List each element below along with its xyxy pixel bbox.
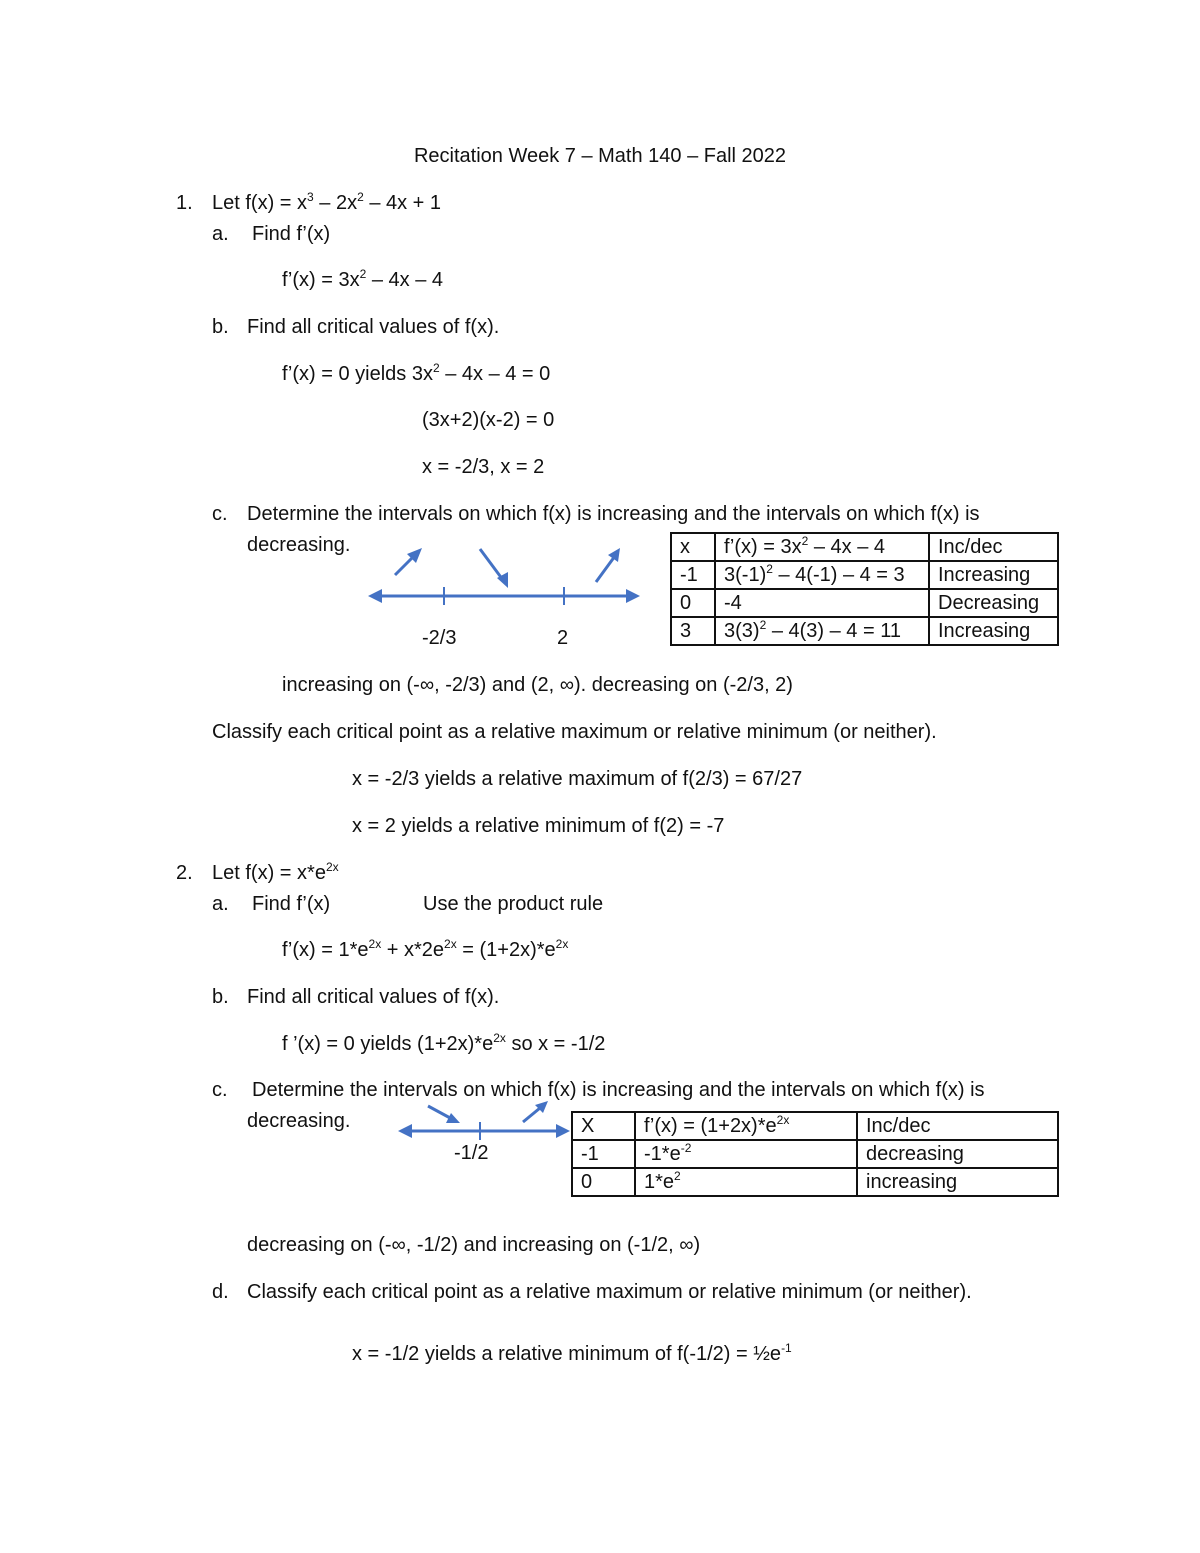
sign-chart-1 bbox=[360, 538, 650, 618]
header-incdec: Inc/dec bbox=[929, 533, 1058, 561]
part-1c-question: Determine the intervals on which f(x) is increasing and the intervals on which f(x) is bbox=[247, 503, 980, 525]
problem-1-function: Let $f(x) = x^3 - 2x^2 - 4x + 1$ bbox=[212, 190, 442, 214]
right-arrowhead-icon bbox=[626, 589, 640, 603]
sign-chart-2 bbox=[390, 1096, 580, 1142]
problem-2-function: Let $f(x) = x*e^{2x}$ bbox=[212, 860, 339, 884]
increasing-arrow-icon bbox=[523, 1101, 548, 1122]
increasing-arrow-icon bbox=[395, 548, 422, 575]
tick-label: -1/2 bbox=[454, 1142, 489, 1164]
part-1c-summary: increasing on (-∞, -2/3) and (2, ∞). decreasing on (-2/3, 2) bbox=[282, 674, 793, 696]
tick-label: 2 bbox=[557, 627, 569, 649]
cell-status: decreasing bbox=[857, 1140, 1058, 1168]
part-1b-factored: (3x+2)(x-2) = 0 bbox=[422, 409, 555, 431]
table-row bbox=[572, 1168, 1058, 1196]
cell-status: Decreasing bbox=[929, 589, 1058, 617]
sign-table-2 bbox=[571, 1111, 1059, 1197]
sign-table-1 bbox=[670, 532, 1059, 646]
part-1b-label: b. bbox=[212, 316, 229, 338]
header-derivative: f’(x) = $3x^2 - 4x - 4$ bbox=[715, 533, 929, 561]
cell-x: 3 bbox=[671, 617, 715, 645]
cell-status: Increasing bbox=[929, 617, 1058, 645]
part-2c-summary: decreasing on (-∞, -1/2) and increasing on (-1/2, ∞) bbox=[247, 1234, 701, 1256]
table-header-row bbox=[671, 533, 1058, 561]
header-incdec: Inc/dec bbox=[857, 1112, 1058, 1140]
page-title: Recitation Week 7 – Math 140 – Fall 2022 bbox=[413, 145, 787, 167]
part-2d-answer: x = -1/2 yields a relative minimum of $f(-1/2) = \frac{1}{2}e^{-1}$ bbox=[352, 1341, 792, 1365]
table-row bbox=[572, 1140, 1058, 1168]
part-2d-label: d. bbox=[212, 1281, 229, 1303]
part-1c-label: c. bbox=[212, 503, 228, 525]
part-2a-question: Find f’(x) bbox=[252, 893, 331, 915]
relative-min-answer: x = 2 yields a relative minimum of f(2) = -7 bbox=[352, 815, 725, 837]
cell-x: -1 bbox=[671, 561, 715, 589]
part-2d-question: Classify each critical point as a relative maximum or relative minimum (or neither). bbox=[247, 1281, 972, 1303]
part-2b-question: Find all critical values of f(x). bbox=[247, 986, 500, 1008]
part-2c-label: c. bbox=[212, 1079, 228, 1101]
cell-status: increasing bbox=[857, 1168, 1058, 1196]
decreasing-arrow-icon bbox=[480, 549, 508, 588]
part-2b-label: b. bbox=[212, 986, 229, 1008]
part-2a-hint: Use the product rule bbox=[423, 893, 604, 915]
table-row bbox=[671, 617, 1058, 645]
cell-x: 0 bbox=[572, 1168, 635, 1196]
problem-2-number: 2. bbox=[176, 862, 193, 884]
cell-status: Increasing bbox=[929, 561, 1058, 589]
right-arrowhead-icon bbox=[556, 1124, 570, 1138]
increasing-arrow-icon bbox=[596, 548, 620, 582]
part-2b-answer: f ’(x) = 0 yields $(1+2x)*e^{2x}$ so x = -1/2 bbox=[282, 1031, 606, 1055]
part-2a-label: a. bbox=[212, 893, 229, 915]
problem-1-number: 1. bbox=[176, 192, 193, 214]
tick-label: -2/3 bbox=[422, 627, 457, 649]
header-derivative: f’(x) = $(1+2x)*e^{2x}$ bbox=[635, 1112, 857, 1140]
cell-derivative: $3(-1)^2 - 4(-1) - 4 = 3$ bbox=[715, 561, 929, 589]
part-1b-question: Find all critical values of f(x). bbox=[247, 316, 500, 338]
part-2a-answer: f’(x) = $1*e^{2x} + x*2e^{2x} = (1+2x)*e^{2x}$ bbox=[282, 937, 569, 961]
left-arrowhead-icon bbox=[398, 1124, 412, 1138]
relative-max-answer: x = -2/3 yields a relative maximum of f(2/3) = 67/27 bbox=[352, 768, 803, 790]
part-1a-answer: f’(x) = $3x^2 - 4x - 4$ bbox=[282, 267, 444, 291]
cell-derivative: -4 bbox=[715, 589, 929, 617]
header-x: X bbox=[572, 1112, 635, 1140]
table-row bbox=[671, 589, 1058, 617]
part-2c-question: Determine the intervals on which f(x) is increasing and the intervals on which f(x) is bbox=[252, 1079, 985, 1101]
cell-derivative: $1*e^2$ bbox=[635, 1168, 857, 1196]
part-1b-solutions: x = -2/3, x = 2 bbox=[422, 456, 545, 478]
part-1a-question: Find f’(x) bbox=[252, 223, 331, 245]
part-2c-question-cont: decreasing. bbox=[247, 1110, 351, 1132]
cell-derivative: $3(3)^2 - 4(3) - 4 = 11$ bbox=[715, 617, 929, 645]
cell-x: 0 bbox=[671, 589, 715, 617]
part-1c-question-cont: decreasing. bbox=[247, 534, 351, 556]
left-arrowhead-icon bbox=[368, 589, 382, 603]
part-1b-equation: f’(x) = 0 yields $3x^2 - 4x - 4 = 0$ bbox=[282, 361, 551, 385]
table-row bbox=[671, 561, 1058, 589]
part-1a-label: a. bbox=[212, 223, 229, 245]
table-header-row bbox=[572, 1112, 1058, 1140]
classify-question: Classify each critical point as a relative maximum or relative minimum (or neither). bbox=[212, 721, 937, 743]
cell-x: -1 bbox=[572, 1140, 635, 1168]
decreasing-arrow-icon bbox=[428, 1106, 460, 1123]
header-x: x bbox=[671, 533, 715, 561]
cell-derivative: $-1*e^{-2}$ bbox=[635, 1140, 857, 1168]
